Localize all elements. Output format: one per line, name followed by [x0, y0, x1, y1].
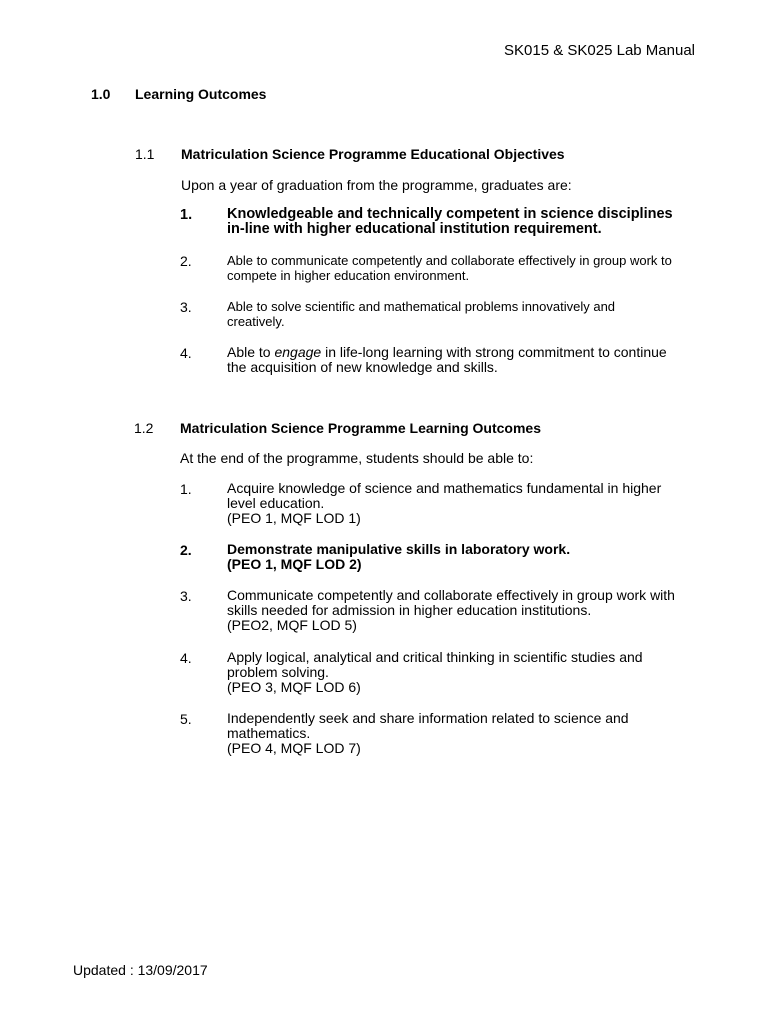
page-header: SK015 & SK025 Lab Manual: [504, 42, 695, 59]
list-number: 2.: [180, 542, 192, 558]
list-item-line: (PEO2, MQF LOD 5): [227, 617, 357, 633]
text-run: in life-long learning with strong commitment to continue: [321, 344, 667, 360]
list-item-line: Apply logical, analytical and critical thinking in scientific studies and: [227, 649, 643, 665]
list-item-line: Independently seek and share information related to science and: [227, 710, 629, 726]
list-item-line: (PEO 3, MQF LOD 6): [227, 679, 361, 695]
list-item-line: skills needed for admission in higher education institutions.: [227, 602, 592, 618]
list-item-line: (PEO 1, MQF LOD 2): [227, 556, 362, 572]
list-number: 2.: [180, 253, 192, 269]
list-item-line: Acquire knowledge of science and mathematics fundamental in higher: [227, 480, 662, 496]
text-run: Able to: [227, 344, 275, 360]
list-item-line: Knowledgeable and technically competent in science disciplines: [227, 206, 673, 222]
list-item-line: (PEO 1, MQF LOD 1): [227, 510, 361, 526]
emphasis-text: engage: [274, 344, 322, 360]
list-item-line: creatively.: [227, 314, 285, 329]
list-number: 3.: [180, 299, 192, 315]
list-number: 1.: [180, 481, 192, 497]
list-number: 4.: [180, 650, 192, 666]
list-item-line: Communicate competently and collaborate effectively in group work with: [227, 587, 675, 603]
plo-title: Matriculation Science Programme Learning Outcomes: [180, 420, 541, 436]
list-item-line: mathematics.: [227, 725, 311, 741]
list-item-line: problem solving.: [227, 664, 329, 680]
plo-number: 1.2: [134, 420, 154, 436]
plo-intro: At the end of the programme, students should be able to:: [180, 450, 534, 466]
peo-number: 1.1: [135, 146, 155, 162]
list-item-line: in-line with higher educational institution requirement.: [227, 221, 602, 237]
list-number: 4.: [180, 345, 192, 361]
list-number: 5.: [180, 711, 192, 727]
list-item-line: (PEO 4, MQF LOD 7): [227, 740, 361, 756]
page-footer-updated: Updated : 13/09/2017: [73, 962, 208, 978]
peo-title: Matriculation Science Programme Educational Objectives: [181, 146, 565, 162]
section-number: 1.0: [91, 86, 111, 102]
list-number: 3.: [180, 588, 192, 604]
list-item-line: level education.: [227, 495, 325, 511]
section-title: Learning Outcomes: [135, 86, 267, 102]
list-item-line: the acquisition of new knowledge and skills.: [227, 359, 498, 375]
list-item-line: [227, 345, 707, 360]
list-item-line: Demonstrate manipulative skills in laboratory work.: [227, 541, 571, 557]
list-number: 1.: [180, 207, 193, 223]
peo-intro: Upon a year of graduation from the programme, graduates are:: [181, 177, 572, 193]
list-item-line: Able to communicate competently and collaborate effectively in group work to: [227, 253, 672, 268]
list-item-line: Able to solve scientific and mathematical problems innovatively and: [227, 299, 616, 314]
list-item-line: compete in higher education environment.: [227, 268, 470, 283]
